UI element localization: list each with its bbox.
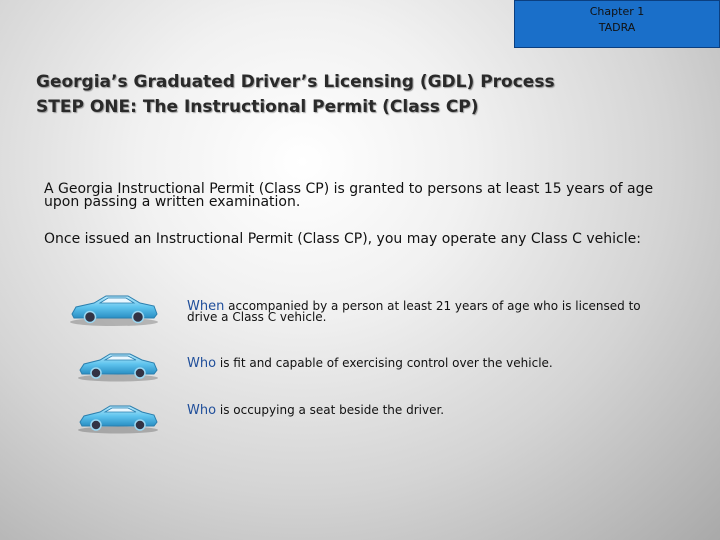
bullet-accompanied (187, 301, 667, 322)
bullet-lead: Who (187, 403, 217, 418)
car-icon (76, 350, 160, 382)
chapter-course: TADRA (598, 21, 636, 34)
bullet-text: is occupying a seat beside the driver. (216, 403, 445, 417)
slide-title-line-1: Georgia’s Graduated Driver’s Licensing (GDL) Process (36, 72, 555, 92)
class-c-paragraph: Once issued an Instructional Permit (Class CP), you may operate any Class C vehicle: (44, 231, 641, 247)
bullet-lead: When (187, 299, 225, 314)
bullet-text: accompanied by a person at least 21 years of age who is licensed to drive a Class C vehicle. (187, 299, 641, 324)
car-icon (76, 402, 160, 434)
bullet-text: is fit and capable of exercising control over the vehicle. (216, 356, 553, 370)
bullet-seat-beside (187, 405, 667, 416)
car-icon (68, 292, 160, 326)
bullet-lead: Who (187, 356, 217, 371)
chapter-label-box (514, 0, 720, 48)
intro-paragraph: A Georgia Instructional Permit (Class CP) is granted to persons at least 15 years of age upon passing a written examination. (44, 181, 654, 210)
slide-title-line-2: STEP ONE: The Instructional Permit (Class CP) (36, 97, 479, 117)
chapter-number: Chapter 1 (589, 5, 645, 18)
bullet-fit-capable (187, 358, 667, 369)
slide-title (36, 70, 596, 120)
